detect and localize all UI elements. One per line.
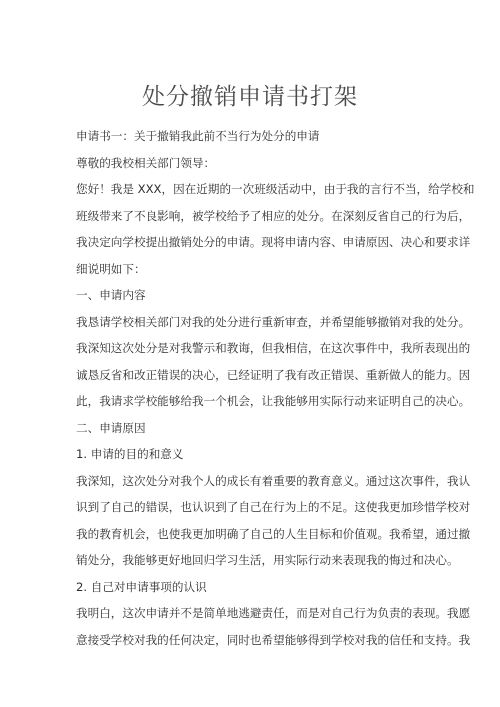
text-line: 意接受学校对我的任何决定，同时也希望能够得到学校对我的信任和支持。我 bbox=[76, 632, 471, 647]
text-line: 此，我请求学校能够给我一个机会，让我能够用实际行动来证明自己的决心。 bbox=[76, 394, 471, 408]
section-heading: 二、申请原因 bbox=[76, 420, 146, 435]
text-line: 我深知这次处分是对我警示和教诲，但我相信，在这次事件中，我所表现出的 bbox=[76, 341, 471, 355]
document-title: 处分撤销申请书打架 bbox=[142, 84, 358, 110]
text-line: 班级带来了不良影响，被学校给予了相应的处分。在深刻反省自己的行为后， bbox=[76, 208, 471, 223]
text-line: 申请书一：关于撤销我此前不当行为处分的申请 bbox=[76, 129, 320, 143]
text-line: 销处分，我能够更好地回归学习生活，用实际行动来表现我的悔过和决心。 bbox=[76, 553, 459, 567]
text-line: 尊敬的我校相关部门领导： bbox=[76, 155, 216, 170]
text-line: 我明白，这次申请并不是简单地逃避责任，而是对自己行为负责的表现。我愿 bbox=[76, 606, 471, 620]
subsection-heading: 2. 自己对申请事项的认识 bbox=[76, 579, 207, 594]
section-heading: 一、申请内容 bbox=[76, 288, 146, 302]
text-line: 我深知，这次处分对我个人的成长有着重要的教育意义。通过这次事件，我认 bbox=[76, 473, 471, 488]
text-line: 您好！我是 XXX，因在近期的一次班级活动中，由于我的言行不当，给学校和 bbox=[76, 182, 475, 196]
text-line: 细说明如下： bbox=[76, 261, 146, 276]
text-line: 我决定向学校提出撤销处分的申请。现将申请内容、申请原因、决心和要求详 bbox=[76, 235, 471, 249]
text-line: 我恳请学校相关部门对我的处分进行重新审查，并希望能够撤销对我的处分。 bbox=[76, 314, 471, 329]
text-line: 识到了自己的错误，也认识到了自己在行为上的不足。这使我更加珍惜学校对 bbox=[76, 500, 471, 514]
text-line: 我的教育机会，也使我更加明确了自己的人生目标和价值观。我希望，通过撤 bbox=[76, 526, 471, 541]
text-line: 诚恳反省和改正错误的决心，已经证明了我有改正错误、重新做人的能力。因 bbox=[76, 367, 471, 382]
document-body bbox=[76, 127, 475, 657]
subsection-heading: 1. 申请的目的和意义 bbox=[76, 447, 184, 461]
